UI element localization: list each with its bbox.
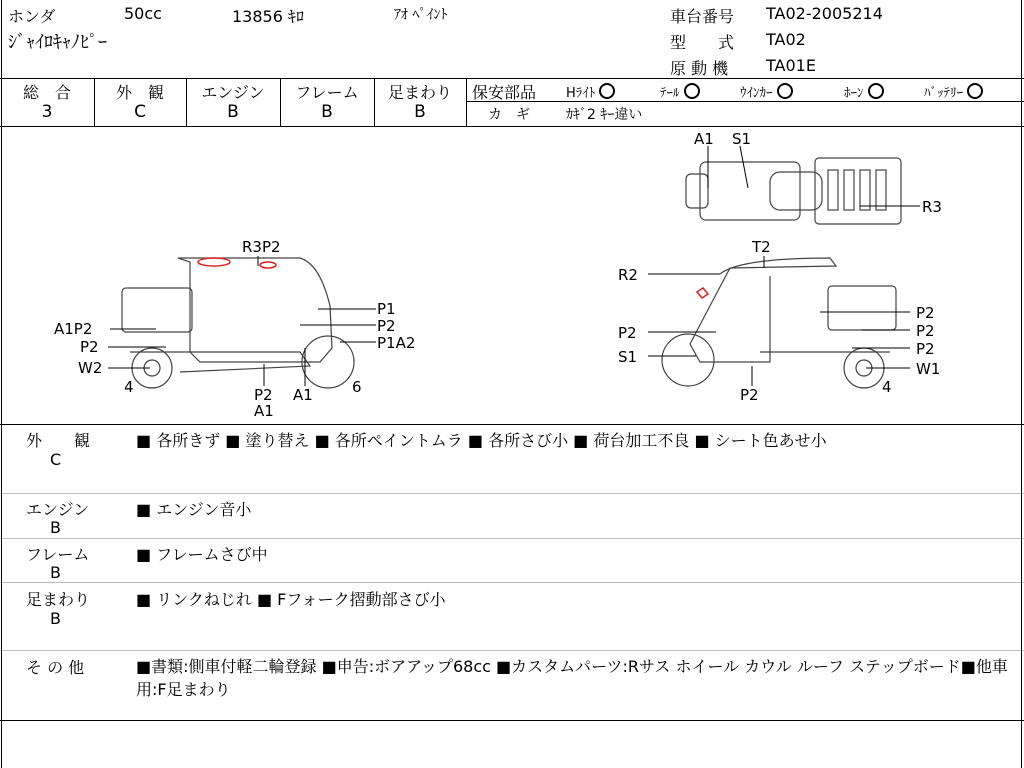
divider xyxy=(0,493,1024,494)
remark-label-engine: エンジン xyxy=(26,500,90,519)
label-wheel-4: 4 xyxy=(882,378,892,396)
label-a1p2: A1P2 xyxy=(54,320,93,338)
label-p2: P2 xyxy=(618,324,637,342)
safety-item-winker: ｳｲﾝｶｰ xyxy=(740,82,793,101)
grade-header-engine: エンジン xyxy=(201,83,265,102)
mileage-text: 13856 ｷﾛ xyxy=(232,7,304,26)
remark-grade-frame: B xyxy=(50,563,61,582)
safety-item-tail: ﾃｰﾙ xyxy=(660,82,700,101)
label-p2: P2 xyxy=(740,386,759,404)
grade-header-total: 総 合 xyxy=(22,83,71,102)
divider xyxy=(0,78,1024,79)
ok-circle-icon xyxy=(777,83,793,99)
maker-text: ホンダ xyxy=(8,7,56,26)
remark-grade-engine: B xyxy=(50,518,61,537)
label-r3p2: R3P2 xyxy=(242,238,281,256)
safety-item-battery: ﾊﾞｯﾃﾘｰ xyxy=(924,82,983,101)
divider xyxy=(466,101,1024,102)
remark-text-exterior: ■ 各所きず ■ 塗り替え ■ 各所ペイントムラ ■ 各所さび小 ■ 荷台加工不良 ■ シート色あせ小 xyxy=(136,431,827,450)
type-label: 型 式 xyxy=(670,33,735,52)
damage-diagram xyxy=(0,126,1024,426)
remark-text-engine: ■ エンジン音小 xyxy=(136,500,252,519)
label-w1: W1 xyxy=(916,360,941,378)
label-a1: A1 xyxy=(694,130,714,148)
remark-text-frame: ■ フレームさび中 xyxy=(136,545,268,564)
frame-no-label: 車台番号 xyxy=(670,7,735,26)
remark-label-other: そ の 他 xyxy=(26,658,85,677)
divider xyxy=(0,582,1024,583)
label-a1: A1 xyxy=(254,402,274,420)
ok-circle-icon xyxy=(967,83,983,99)
model-name: ｼﾞｬｲﾛｷｬﾉﾋﾟｰ xyxy=(8,32,107,53)
leader-lines xyxy=(108,146,920,386)
label-wheel-4: 4 xyxy=(124,378,134,396)
grade-exterior: C xyxy=(134,102,146,122)
remark-text-other: ■書類:側車付軽二輪登録 ■申告:ボアアップ68cc ■カスタムパーツ:Rサス ホイール カウル ルーフ ステップボード■他車用:F足まわり xyxy=(136,657,1008,699)
left-view-outline xyxy=(122,258,354,388)
label-a1: A1 xyxy=(293,386,313,404)
grade-total: 3 xyxy=(41,102,53,122)
divider xyxy=(0,650,1024,651)
safety-item-headlight: Hﾗｲﾄ xyxy=(566,82,615,101)
diagram-labels xyxy=(54,130,942,420)
divider xyxy=(0,538,1024,539)
grade-header-frame: フレーム xyxy=(295,83,359,102)
label-s1: S1 xyxy=(618,348,638,366)
label-p1: P1 xyxy=(377,300,396,318)
grade-header-exterior: 外 観 xyxy=(115,83,164,102)
type-value: TA02 xyxy=(766,30,806,49)
key-label: カ ギ xyxy=(488,107,530,123)
color-text: ｱｵ ﾍﾟｲﾝﾄ xyxy=(394,7,448,23)
label-p2: P2 xyxy=(916,304,935,322)
ok-circle-icon xyxy=(868,83,884,99)
label-p1a2: P1A2 xyxy=(377,334,416,352)
label-p2: P2 xyxy=(377,317,396,335)
label-p2: P2 xyxy=(80,338,99,356)
grade-frame: B xyxy=(321,102,333,122)
frame-no-value: TA02-2005214 xyxy=(766,4,883,23)
remark-label-exterior: 外 観 xyxy=(26,431,91,450)
label-p2: P2 xyxy=(254,386,273,404)
remark-label-frame: フレーム xyxy=(26,545,90,564)
key-value: ｶｷﾞ2 ｷｰ違い xyxy=(566,107,643,123)
ok-circle-icon xyxy=(684,83,700,99)
grade-suspension: B xyxy=(414,102,426,122)
displacement-text: 50cc xyxy=(124,4,162,23)
remark-text-suspension: ■ リンクねじれ ■ Fフォーク摺動部さび小 xyxy=(136,590,446,609)
remark-label-suspension: 足まわり xyxy=(26,590,91,609)
right-view-outline xyxy=(662,258,896,388)
label-r2: R2 xyxy=(618,266,638,284)
safety-item-horn: ﾎｰﾝ xyxy=(844,82,884,101)
remark-grade-exterior: C xyxy=(50,450,62,469)
label-p2: P2 xyxy=(916,340,935,358)
ok-circle-icon xyxy=(599,83,615,99)
engine-label: 原 動 機 xyxy=(670,59,729,78)
label-s1: S1 xyxy=(732,130,752,148)
label-p2: P2 xyxy=(916,322,935,340)
divider xyxy=(466,78,467,126)
label-w2: W2 xyxy=(78,359,103,377)
label-wheel-6: 6 xyxy=(352,378,362,396)
engine-value: TA01E xyxy=(766,56,816,75)
label-r3: R3 xyxy=(922,198,942,216)
remark-grade-suspension: B xyxy=(50,609,61,628)
label-t2: T2 xyxy=(752,238,771,256)
grade-header-suspension: 足まわり xyxy=(387,83,452,102)
grade-engine: B xyxy=(227,102,239,122)
safety-label: 保安部品 xyxy=(472,83,537,102)
divider xyxy=(0,720,1024,721)
top-view-outline xyxy=(686,158,901,224)
